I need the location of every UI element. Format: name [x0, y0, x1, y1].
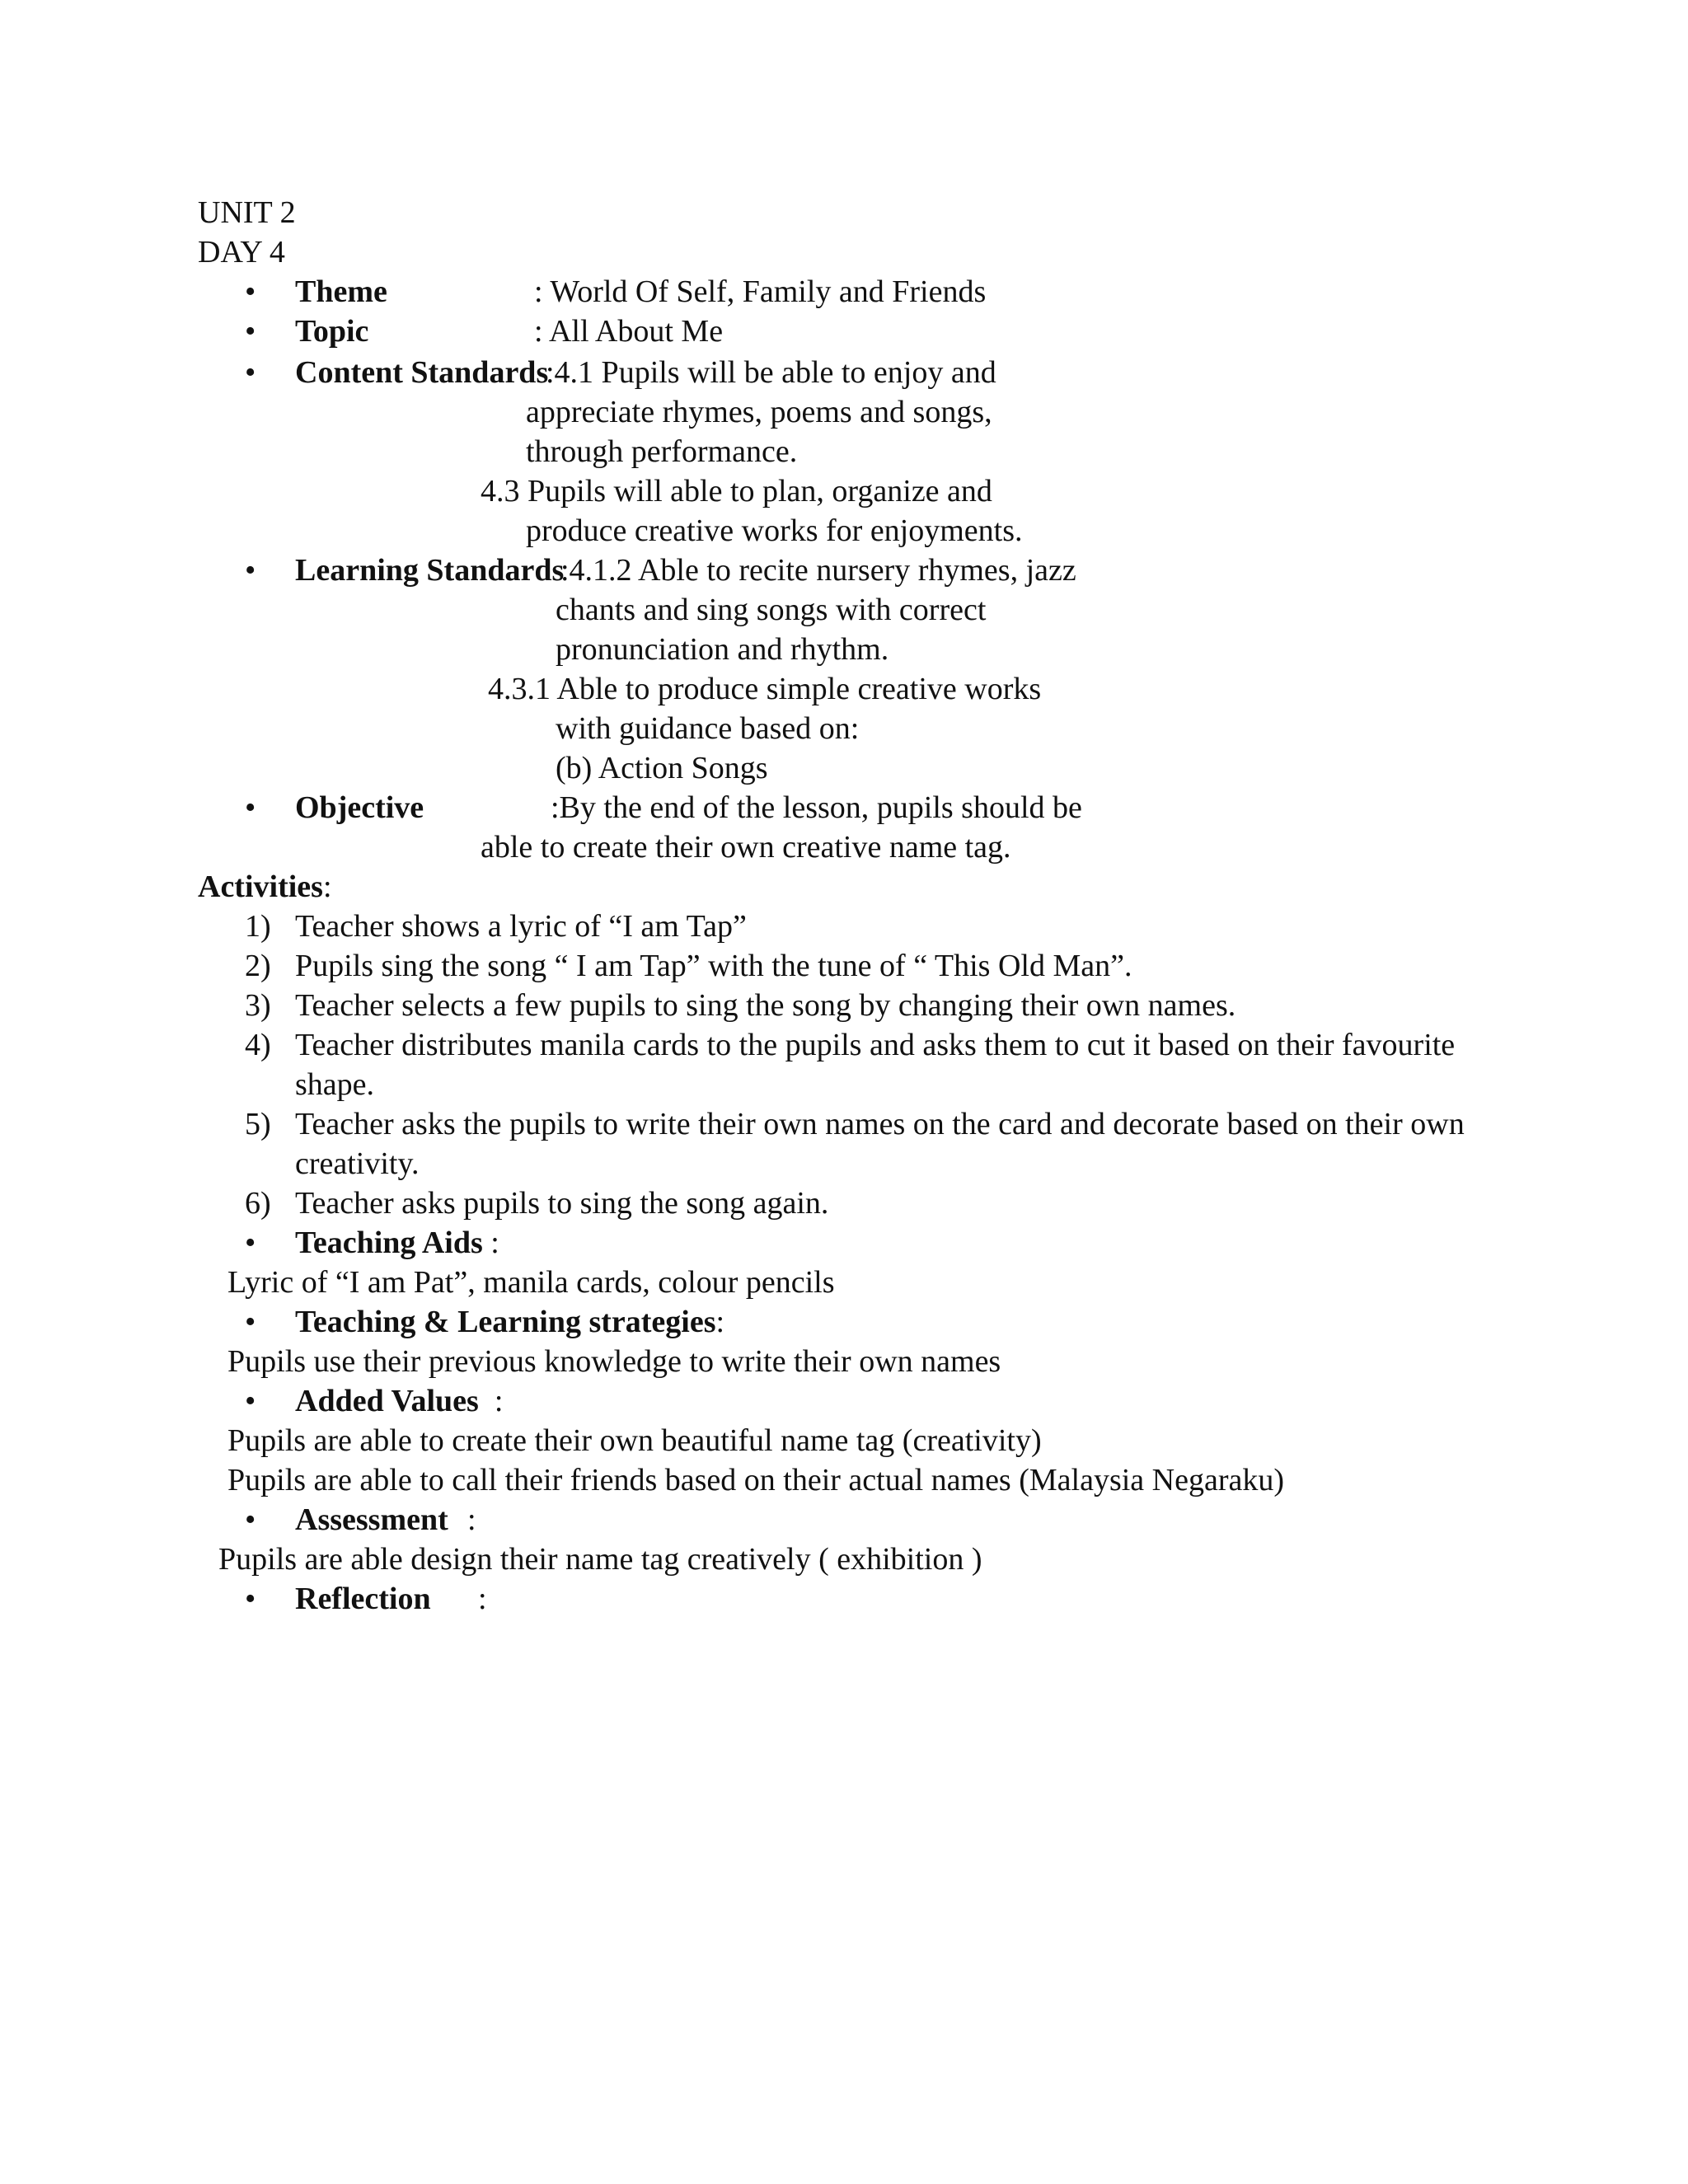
- bullet-icon: •: [245, 790, 256, 825]
- learning-standards-line: :4.1.2 Able to recite nursery rhymes, jazz: [560, 553, 1076, 588]
- bullet-icon: •: [245, 1226, 256, 1260]
- activity-text: creativity.: [295, 1146, 420, 1181]
- theme-label: Theme: [295, 274, 387, 309]
- content-standards-line: produce creative works for enjoyments.: [526, 513, 1023, 548]
- teaching-aids-heading: Teaching Aids :: [295, 1226, 499, 1260]
- learning-standards-line: (b) Action Songs: [556, 751, 768, 785]
- bullet-icon: •: [245, 314, 256, 349]
- activities-heading: Activities:: [198, 869, 332, 904]
- content-standards-line: through performance.: [526, 434, 798, 469]
- added-values-line: Pupils are able to call their friends based on their actual names (Malaysia Negaraku): [227, 1463, 1285, 1497]
- content-standards-line: appreciate rhymes, poems and songs,: [526, 395, 992, 429]
- unit-heading: UNIT 2: [198, 195, 296, 230]
- bullet-icon: •: [245, 1502, 256, 1537]
- reflection-label: Reflection: [295, 1582, 431, 1616]
- added-values-heading: Added Values :: [295, 1384, 504, 1418]
- learning-standards-line: chants and sing songs with correct: [556, 593, 987, 627]
- assessment-colon: :: [467, 1502, 476, 1537]
- bullet-icon: •: [245, 1305, 256, 1339]
- objective-label: Objective: [295, 790, 424, 825]
- theme-value: : World Of Self, Family and Friends: [534, 274, 987, 309]
- objective-line: able to create their own creative name tag.: [481, 830, 1011, 865]
- activity-number: 3): [245, 988, 271, 1023]
- day-heading: DAY 4: [198, 235, 285, 269]
- activity-text: Teacher shows a lyric of “I am Tap”: [295, 909, 747, 944]
- activity-number: 1): [245, 909, 271, 944]
- teaching-aids-value: Lyric of “I am Pat”, manila cards, colour pencils: [227, 1265, 835, 1300]
- assessment-value: Pupils are able design their name tag creatively ( exhibition ): [218, 1542, 982, 1577]
- bullet-icon: •: [245, 355, 256, 390]
- activity-text: Teacher asks pupils to sing the song again.: [295, 1186, 829, 1221]
- added-values-line: Pupils are able to create their own beautiful name tag (creativity): [227, 1423, 1042, 1458]
- bullet-icon: •: [245, 274, 256, 309]
- activity-number: 5): [245, 1107, 271, 1141]
- activity-number: 4): [245, 1028, 271, 1062]
- activity-text: Pupils sing the song “ I am Tap” with the tune of “ This Old Man”.: [295, 949, 1132, 983]
- learning-standards-label: Learning Standards: [295, 553, 565, 588]
- content-standards-label: Content Standards: [295, 355, 549, 390]
- learning-standards-line: 4.3.1 Able to produce simple creative works: [488, 672, 1042, 706]
- topic-value: : All About Me: [534, 314, 724, 349]
- topic-label: Topic: [295, 314, 369, 349]
- bullet-icon: •: [245, 1384, 256, 1418]
- learning-standards-line: with guidance based on:: [556, 711, 860, 746]
- learning-standards-line: pronunciation and rhythm.: [556, 632, 889, 667]
- bullet-icon: •: [245, 1582, 256, 1616]
- activity-number: 2): [245, 949, 271, 983]
- strategies-heading: Teaching & Learning strategies:: [295, 1305, 725, 1339]
- reflection-colon: :: [478, 1582, 487, 1616]
- activity-text: Teacher asks the pupils to write their own names on the card and decorate based on their own: [295, 1107, 1465, 1141]
- activity-text: Teacher selects a few pupils to sing the song by changing their own names.: [295, 988, 1236, 1023]
- content-standards-line: :4.1 Pupils will be able to enjoy and: [546, 355, 996, 390]
- content-standards-line: 4.3 Pupils will able to plan, organize and: [481, 474, 992, 509]
- objective-line: :By the end of the lesson, pupils should be: [551, 790, 1082, 825]
- activity-number: 6): [245, 1186, 271, 1221]
- bullet-icon: •: [245, 553, 256, 588]
- activity-text: shape.: [295, 1067, 375, 1102]
- assessment-label: Assessment: [295, 1502, 448, 1537]
- strategies-value: Pupils use their previous knowledge to write their own names: [227, 1344, 1001, 1379]
- activity-text: Teacher distributes manila cards to the pupils and asks them to cut it based on their favourite: [295, 1028, 1456, 1062]
